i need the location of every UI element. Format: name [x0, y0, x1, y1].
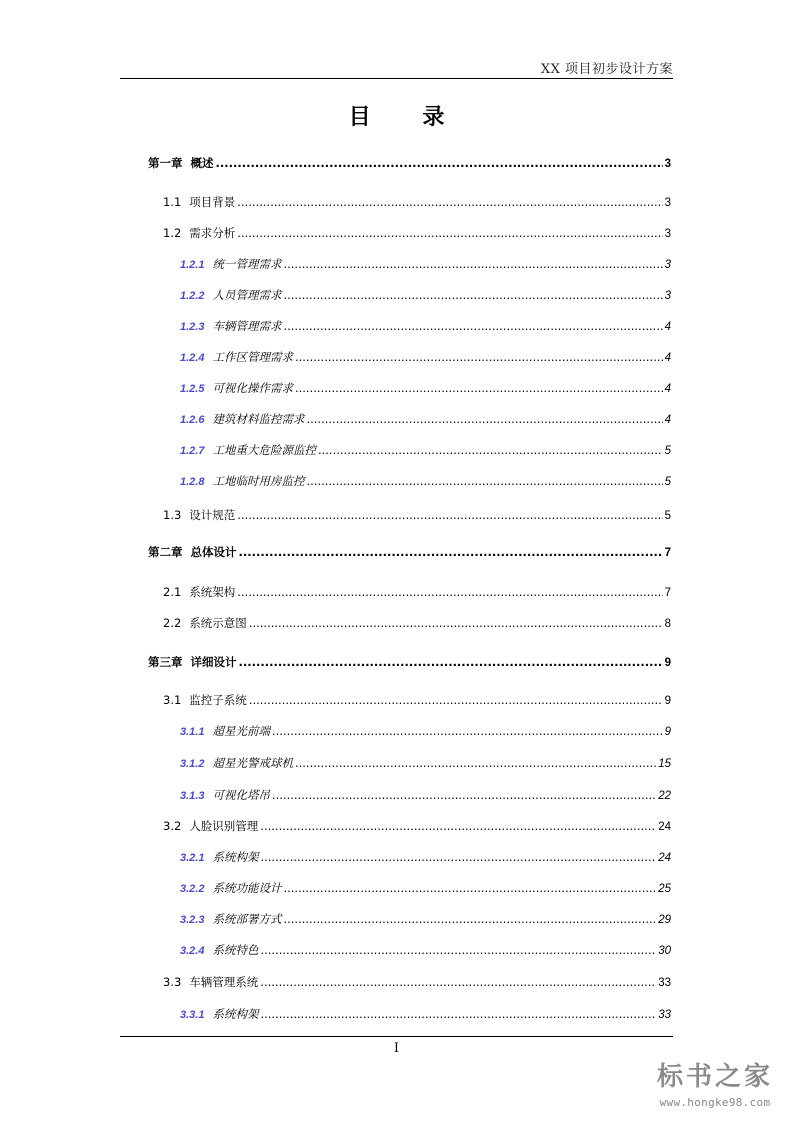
toc-entry-title: 工地临时用房监控	[212, 474, 305, 488]
toc-entry-page: 5	[664, 445, 671, 457]
toc-dot-leader	[260, 1007, 656, 1021]
toc-entry-page: 3	[664, 228, 671, 240]
toc-entry-page: 24	[658, 852, 671, 864]
toc-entry-level2[interactable]	[163, 615, 671, 633]
toc-entry-title: 概述	[190, 156, 214, 170]
toc-dot-leader	[249, 693, 663, 707]
toc-entry-page: 29	[658, 914, 671, 926]
toc-dot-leader	[295, 350, 663, 364]
toc-entry-page: 22	[658, 790, 671, 802]
footer-divider	[120, 1036, 673, 1037]
toc-entry-level3[interactable]	[180, 442, 671, 460]
toc-entry-title: 超星光前端	[212, 724, 270, 738]
toc-entry-page: 9	[664, 695, 671, 707]
toc-entry-page: 4	[664, 352, 671, 364]
toc-entry-title: 详细设计	[190, 655, 237, 669]
toc-entry-page: 33	[658, 977, 671, 989]
toc-entry-level3[interactable]	[180, 411, 671, 429]
toc-dot-leader	[283, 319, 662, 333]
toc-dot-leader	[295, 756, 656, 770]
toc-dot-leader	[237, 195, 662, 209]
toc-entry-number: 3.1.1	[180, 726, 205, 738]
toc-dot-leader	[272, 788, 656, 802]
toc-dot-leader	[295, 381, 663, 395]
toc-entry-title: 超星光警戒球机	[212, 756, 293, 770]
toc-dot-leader	[239, 655, 663, 669]
toc-dot-leader	[306, 412, 662, 426]
toc-entry-page: 4	[664, 383, 671, 395]
toc-entry-level3[interactable]	[180, 1006, 671, 1024]
toc-entry-page: 3	[664, 197, 671, 209]
watermark-url: www.hongke98.com	[659, 1096, 771, 1109]
toc-entry-page: 7	[664, 587, 671, 599]
running-header-title: XX 项目初步设计方案	[540, 62, 673, 77]
toc-dot-leader	[283, 288, 662, 302]
toc-entry-number: 第二章	[148, 545, 183, 559]
toc-entry-number: 1.2.3	[180, 321, 205, 333]
toc-entry-title: 系统部署方式	[212, 912, 282, 926]
toc-dot-leader	[260, 975, 656, 989]
toc-entry-title: 系统构架	[212, 1007, 259, 1021]
toc-entry-number: 1.1	[163, 195, 182, 209]
toc-entry-title: 车辆管理系统	[189, 975, 259, 989]
toc-dot-leader	[237, 226, 662, 240]
toc-entry-page: 15	[658, 758, 671, 770]
toc-dot-leader	[318, 443, 663, 457]
toc-entry-title: 系统架构	[189, 585, 236, 599]
toc-entry-number: 3.2	[163, 819, 182, 833]
toc-entry-number: 3.2.2	[180, 883, 205, 895]
toc-entry-number: 1.2.1	[180, 259, 205, 271]
toc-entry-level3[interactable]	[180, 318, 671, 336]
toc-entry-page: 4	[664, 414, 671, 426]
toc-entry-page: 25	[658, 883, 671, 895]
toc-entry-level3[interactable]	[180, 942, 671, 960]
toc-entry-page: 33	[658, 1009, 671, 1021]
toc-dot-leader	[249, 616, 663, 630]
toc-entry-level2[interactable]	[163, 194, 671, 212]
toc-entry-title: 系统构架	[212, 850, 259, 864]
toc-entry-title: 系统特色	[212, 943, 259, 957]
toc-entry-page: 4	[664, 321, 671, 333]
toc-dot-leader	[306, 474, 662, 488]
toc-entry-level2[interactable]	[163, 974, 671, 992]
toc-entry-number: 1.2	[163, 226, 182, 240]
toc-entry-title: 工作区管理需求	[212, 350, 293, 364]
toc-entry-page: 24	[658, 821, 671, 833]
toc-entry-level2[interactable]	[163, 507, 671, 525]
toc-entry-page: 7	[664, 547, 671, 559]
toc-entry-level1[interactable]	[148, 654, 671, 672]
toc-entry-page: 5	[664, 476, 671, 488]
toc-entry-title: 可视化操作需求	[212, 381, 293, 395]
toc-dot-leader	[216, 156, 663, 170]
toc-dot-leader	[239, 545, 663, 559]
toc-entry-number: 1.2.6	[180, 414, 205, 426]
toc-entry-title: 可视化塔吊	[212, 788, 270, 802]
toc-dot-leader	[237, 508, 662, 522]
toc-entry-number: 1.2.2	[180, 290, 205, 302]
toc-entry-number: 3.2.4	[180, 945, 205, 957]
toc-entry-number: 2.2	[163, 616, 182, 630]
toc-entry-number: 1.3	[163, 508, 182, 522]
toc-entry-title: 统一管理需求	[212, 257, 282, 271]
footer-page-number: I	[393, 1041, 400, 1056]
toc-entry-page: 3	[664, 158, 671, 170]
toc-entry-level3[interactable]	[180, 287, 671, 305]
toc-entry-level3[interactable]	[180, 349, 671, 367]
toc-entry-number: 3.1.3	[180, 790, 205, 802]
toc-entry-title: 设计规范	[189, 508, 236, 522]
toc-entry-level2[interactable]	[163, 225, 671, 243]
toc-dot-leader	[283, 257, 662, 271]
toc-entry-number: 3.2.3	[180, 914, 205, 926]
toc-entry-number: 3.3	[163, 975, 182, 989]
toc-entry-page: 3	[664, 259, 671, 271]
toc-entry-level3[interactable]	[180, 473, 671, 491]
toc-entry-page: 5	[664, 510, 671, 522]
toc-heading: 目 录	[348, 105, 467, 130]
toc-entry-number: 第一章	[148, 156, 183, 170]
toc-entry-level3[interactable]	[180, 256, 671, 274]
toc-entry-page: 3	[664, 290, 671, 302]
toc-entry-number: 3.1	[163, 693, 182, 707]
toc-entry-level2[interactable]	[163, 692, 671, 710]
toc-entry-number: 3.3.1	[180, 1009, 205, 1021]
toc-entry-number: 1.2.8	[180, 476, 205, 488]
toc-entry-title: 系统功能设计	[212, 881, 282, 895]
toc-dot-leader	[272, 724, 663, 738]
toc-entry-level2[interactable]	[163, 818, 671, 836]
toc-entry-level3[interactable]	[180, 755, 671, 773]
toc-entry-title: 人员管理需求	[212, 288, 282, 302]
toc-entry-level3[interactable]	[180, 849, 671, 867]
toc-entry-title: 项目背景	[189, 195, 236, 209]
toc-entry-page: 9	[664, 657, 671, 669]
toc-dot-leader	[283, 881, 656, 895]
toc-entry-page: 9	[664, 726, 671, 738]
watermark-logo	[640, 1062, 790, 1109]
toc-entry-level2[interactable]	[163, 584, 671, 602]
toc-entry-number: 1.2.5	[180, 383, 205, 395]
toc-entry-title: 需求分析	[189, 226, 236, 240]
toc-entry-level3[interactable]	[180, 723, 671, 741]
toc-dot-leader	[260, 850, 656, 864]
toc-entry-number: 3.2.1	[180, 852, 205, 864]
toc-entry-number: 2.1	[163, 585, 182, 599]
toc-dot-leader	[260, 943, 656, 957]
toc-entry-title: 建筑材料监控需求	[212, 412, 305, 426]
toc-entry-title: 人脸识别管理	[189, 819, 259, 833]
toc-entry-title: 系统示意图	[189, 616, 247, 630]
toc-entry-level3[interactable]	[180, 911, 671, 929]
toc-entry-level3[interactable]	[180, 787, 671, 805]
toc-entry-number: 3.1.2	[180, 758, 205, 770]
toc-entry-number: 1.2.4	[180, 352, 205, 364]
watermark-title: 标书之家	[656, 1062, 773, 1092]
toc-entry-title: 车辆管理需求	[212, 319, 282, 333]
toc-dot-leader	[237, 585, 662, 599]
toc-entry-number: 第三章	[148, 655, 183, 669]
toc-entry-page: 30	[658, 945, 671, 957]
toc-entry-title: 总体设计	[190, 545, 237, 559]
toc-entry-number: 1.2.7	[180, 445, 205, 457]
toc-entry-title: 工地重大危险源监控	[212, 443, 316, 457]
toc-dot-leader	[260, 819, 656, 833]
toc-entry-page: 8	[664, 618, 671, 630]
header-divider	[120, 78, 673, 79]
toc-entry-level1[interactable]	[148, 544, 671, 562]
toc-entry-level3[interactable]	[180, 380, 671, 398]
toc-entry-level3[interactable]	[180, 880, 671, 898]
toc-dot-leader	[283, 912, 656, 926]
toc-entry-level1[interactable]	[148, 155, 671, 173]
toc-entry-title: 监控子系统	[189, 693, 247, 707]
